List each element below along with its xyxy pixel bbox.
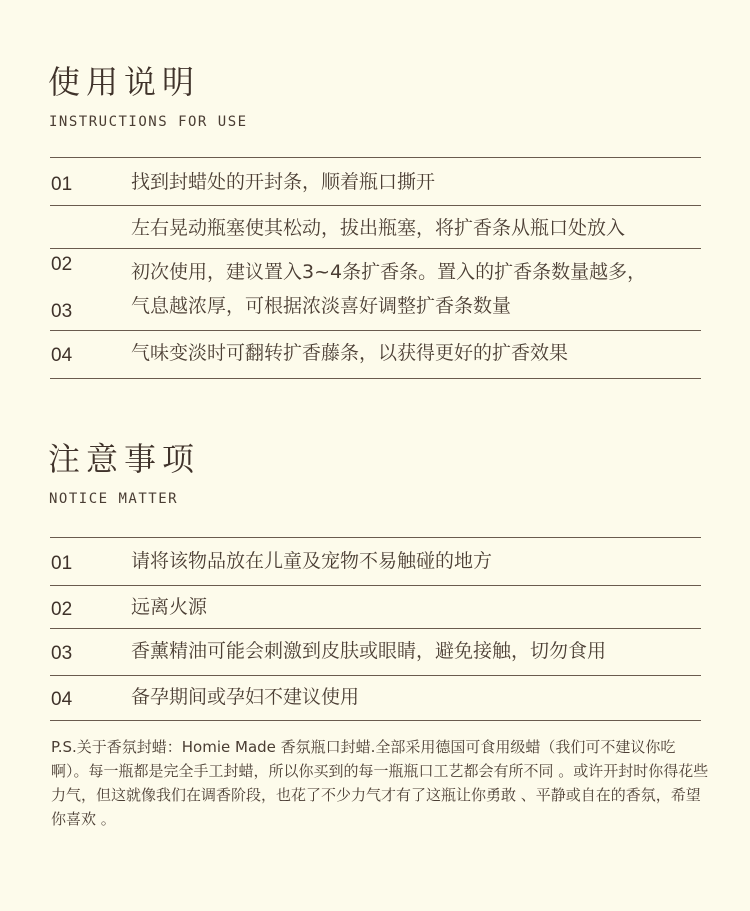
divider <box>50 330 701 331</box>
instruction-text-01: 找到封蜡处的开封条，顺着瓶口撕开 <box>131 171 436 193</box>
divider <box>50 720 701 721</box>
divider <box>50 537 701 538</box>
instructions-title: 使用说明 <box>48 63 201 101</box>
divider <box>50 675 701 676</box>
instruction-number-03: 03 <box>51 301 73 322</box>
divider <box>50 157 701 158</box>
divider <box>50 628 701 629</box>
instruction-number-02: 02 <box>51 254 73 275</box>
instruction-text-02: 左右晃动瓶塞使其松动，拔出瓶塞，将扩香条从瓶口处放入 <box>131 217 626 239</box>
divider <box>50 378 701 379</box>
notice-number-04: 04 <box>51 689 73 710</box>
instruction-number-04: 04 <box>51 345 73 366</box>
notice-text-01: 请将该物品放在儿童及宠物不易触碰的地方 <box>131 550 493 572</box>
notice-text-04: 备孕期间或孕妇不建议使用 <box>131 686 360 708</box>
instruction-text-04: 气味变淡时可翻转扩香藤条，以获得更好的扩香效果 <box>131 342 569 364</box>
divider <box>50 205 701 206</box>
notice-number-03: 03 <box>51 643 73 664</box>
notice-number-01: 01 <box>51 553 73 574</box>
instruction-number-01: 01 <box>51 174 73 195</box>
notice-number-02: 02 <box>51 599 73 620</box>
notice-subtitle: NOTICE MATTER <box>49 491 179 507</box>
divider <box>50 585 701 586</box>
instruction-text-03-line2: 气息越浓厚，可根据浓淡喜好调整扩香条数量 <box>131 295 512 317</box>
notice-text-02: 远离火源 <box>131 596 208 618</box>
instructions-subtitle: INSTRUCTIONS FOR USE <box>49 114 248 130</box>
divider <box>50 248 701 249</box>
instruction-text-03-line1: 初次使用，建议置入3~4条扩香条。置入的扩香条数量越多， <box>131 261 647 283</box>
ps-note: P.S.关于香氛封蜡：Homie Made 香氛瓶口封蜡.全部采用德国可食用级蜡（我们可不建议你吃啊）。每一瓶都是完全手工封蜡，所以你买到的每一瓶瓶口工艺都会有所不同 。或许开封时你得花些力气，但这就像我们在调香阶段，也花了不少力气才有了这瓶让你勇敢 、平静或自在的香氛，希望你喜欢 。 <box>51 738 709 828</box>
notice-text-03: 香薰精油可能会刺激到皮肤或眼睛，避免接触，切勿食用 <box>131 640 607 662</box>
notice-title: 注意事项 <box>48 440 201 478</box>
